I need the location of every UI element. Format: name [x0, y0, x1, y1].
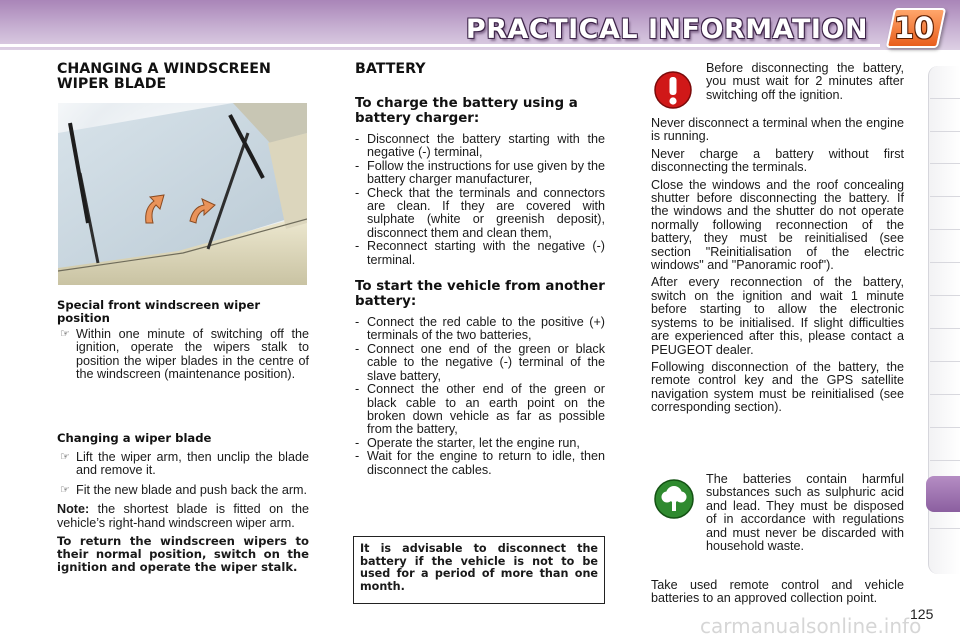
- dash-marker: -: [355, 435, 360, 450]
- special-position-heading: Special front windscreen wiper position: [57, 298, 261, 325]
- wiper-instructions: [57, 299, 309, 382]
- dash-marker: -: [355, 449, 360, 464]
- tab-divider: [930, 394, 960, 395]
- start-step-1: Connect the red cable to the positive (+) terminals of the two batteries,: [367, 315, 605, 343]
- pointing-hand-icon: ☞: [60, 483, 70, 496]
- pointing-hand-icon: ☞: [60, 328, 70, 340]
- dash-marker: -: [355, 341, 360, 356]
- list-item: [57, 451, 309, 478]
- caution-paragraph-1: Never disconnect a terminal when the engine is running.: [651, 116, 904, 144]
- caution-paragraph-5: Following disconnection of the battery, the remote control key and the GPS satellite navigation system must be reinitialised (see corresponding section).: [651, 359, 904, 415]
- list-item: [355, 187, 605, 241]
- windscreen-wiper-illustration: [58, 103, 307, 285]
- battery-column: [355, 62, 605, 477]
- tab-divider: [930, 196, 960, 197]
- list-item: [57, 484, 309, 497]
- environment-lead-text: The batteries contain harmful substances such as sulphuric acid and lead. They must be disposed of in accordance with regulations and must never be discarded with household waste.: [706, 472, 904, 554]
- battery-cautions: [651, 117, 904, 415]
- changing-blade-heading: Changing a wiper blade: [57, 431, 212, 445]
- list-item: [355, 133, 605, 160]
- caution-paragraph-4: After every reconnection of the battery, switch on the ignition and wait 1 minute before starting to allow the electronic systems to be initialised. If slight difficulties are experienced after this, please contact a PEUGEOT dealer.: [651, 275, 904, 357]
- list-item: [355, 437, 605, 450]
- dash-marker: -: [355, 382, 360, 397]
- wiper-heading-line2: WIPER BLADE: [57, 76, 167, 92]
- watermark: carmanualsonline.info: [700, 614, 922, 638]
- list-item: [355, 160, 605, 187]
- list-item: [57, 328, 309, 382]
- dash-marker: -: [355, 158, 360, 173]
- charge-heading: To charge the battery using a battery charger:: [355, 96, 578, 126]
- dash-marker: -: [355, 315, 360, 330]
- dash-marker: -: [355, 185, 360, 200]
- note-text: the shortest blade is fitted on the vehicle’s right-hand windscreen wiper arm.: [57, 502, 309, 530]
- page-number: 125: [910, 606, 934, 622]
- page-title: PRACTICAL INFORMATION: [465, 14, 868, 45]
- tab-divider: [930, 528, 960, 529]
- charge-step-2: Follow the instructions for use given by the battery charger manufacturer,: [367, 158, 606, 187]
- caution-paragraph-3: Close the windows and the roof concealing shutter before disconnecting the battery. If the windows and the shutter do not operate normally following reconnection of the battery, they must be reinitialised (see section "Reinitialisation of the electric windows" and "Panoramic roof").: [651, 177, 904, 273]
- changing-step-2: Fit the new blade and push back the arm.: [76, 482, 308, 497]
- battery-advice-box: It is advisable to disconnect the battery if the vehicle is not to be used for a period of more than one month.: [353, 536, 605, 604]
- charge-step-3: Check that the terminals and connectors are clean. If they are covered with sulphate (white or greenish deposit), disconnect them and clean them,: [367, 185, 605, 240]
- battery-heading: BATTERY: [355, 61, 426, 77]
- tab-divider: [930, 427, 960, 428]
- tab-divider: [930, 98, 960, 99]
- start-step-3: Connect the other end of the green or black cable to an earth point on the broken down vehicle as far as possible from the battery,: [367, 382, 605, 437]
- tab-divider: [930, 328, 960, 329]
- environment-paragraph: Take used remote control and vehicle batteries to an approved collection point.: [651, 578, 904, 606]
- changing-blade-block: [57, 432, 309, 574]
- charge-step-1: Disconnect the battery starting with the negative (-) terminal,: [367, 132, 605, 160]
- wiper-section-heading: [57, 62, 309, 92]
- tab-divider: [930, 131, 960, 132]
- wiper-column: [57, 62, 309, 92]
- tab-divider: [930, 361, 960, 362]
- start-list: [355, 316, 605, 477]
- note-label: Note:: [57, 502, 90, 517]
- tab-divider: [930, 163, 960, 164]
- pointing-hand-icon: ☞: [60, 451, 70, 463]
- special-position-text: Within one minute of switching off the ignition, operate the wipers stalk to position the wiper blades in the centre of the windscreen (maintenance position).: [76, 327, 309, 382]
- tab-divider: [930, 229, 960, 230]
- dash-marker: -: [355, 239, 360, 254]
- dash-marker: -: [355, 132, 360, 146]
- tab-divider: [930, 295, 960, 296]
- charge-step-4: Reconnect starting with the negative (-) terminal.: [367, 239, 605, 267]
- tab-divider: [930, 262, 960, 263]
- start-step-5: Wait for the engine to return to idle, then disconnect the cables.: [367, 449, 605, 477]
- wiper-heading-line1: CHANGING A WINDSCREEN: [57, 61, 271, 77]
- list-item: [355, 240, 605, 267]
- changing-step-1: Lift the wiper arm, then unclip the blade and remove it.: [76, 450, 309, 478]
- tree-icon: [653, 478, 695, 520]
- caution-paragraph-2: Never charge a battery without first disconnecting the terminals.: [651, 146, 904, 175]
- start-step-4: Operate the starter, let the engine run,: [367, 435, 580, 450]
- tab-divider: [930, 460, 960, 461]
- warning-lead-text: Before disconnecting the battery, you must wait for 2 minutes after switching off the ignition.: [706, 61, 904, 102]
- exclamation-icon: [653, 68, 693, 112]
- list-item: [355, 450, 605, 477]
- chapter-number: 10: [893, 11, 935, 45]
- return-wipers-text: To return the windscreen wipers to their normal position, switch on the ignition and operate the wiper stalk.: [57, 534, 309, 575]
- start-step-2: Connect one end of the green or black cable to the negative (-) terminal of the slave battery,: [367, 341, 605, 383]
- list-item: [355, 383, 605, 437]
- list-item: [355, 316, 605, 343]
- blade-note: [57, 503, 309, 530]
- chapter-tab-active[interactable]: [926, 476, 960, 512]
- start-heading: To start the vehicle from another battery:: [355, 279, 605, 310]
- list-item: [355, 343, 605, 383]
- charge-list: [355, 133, 605, 267]
